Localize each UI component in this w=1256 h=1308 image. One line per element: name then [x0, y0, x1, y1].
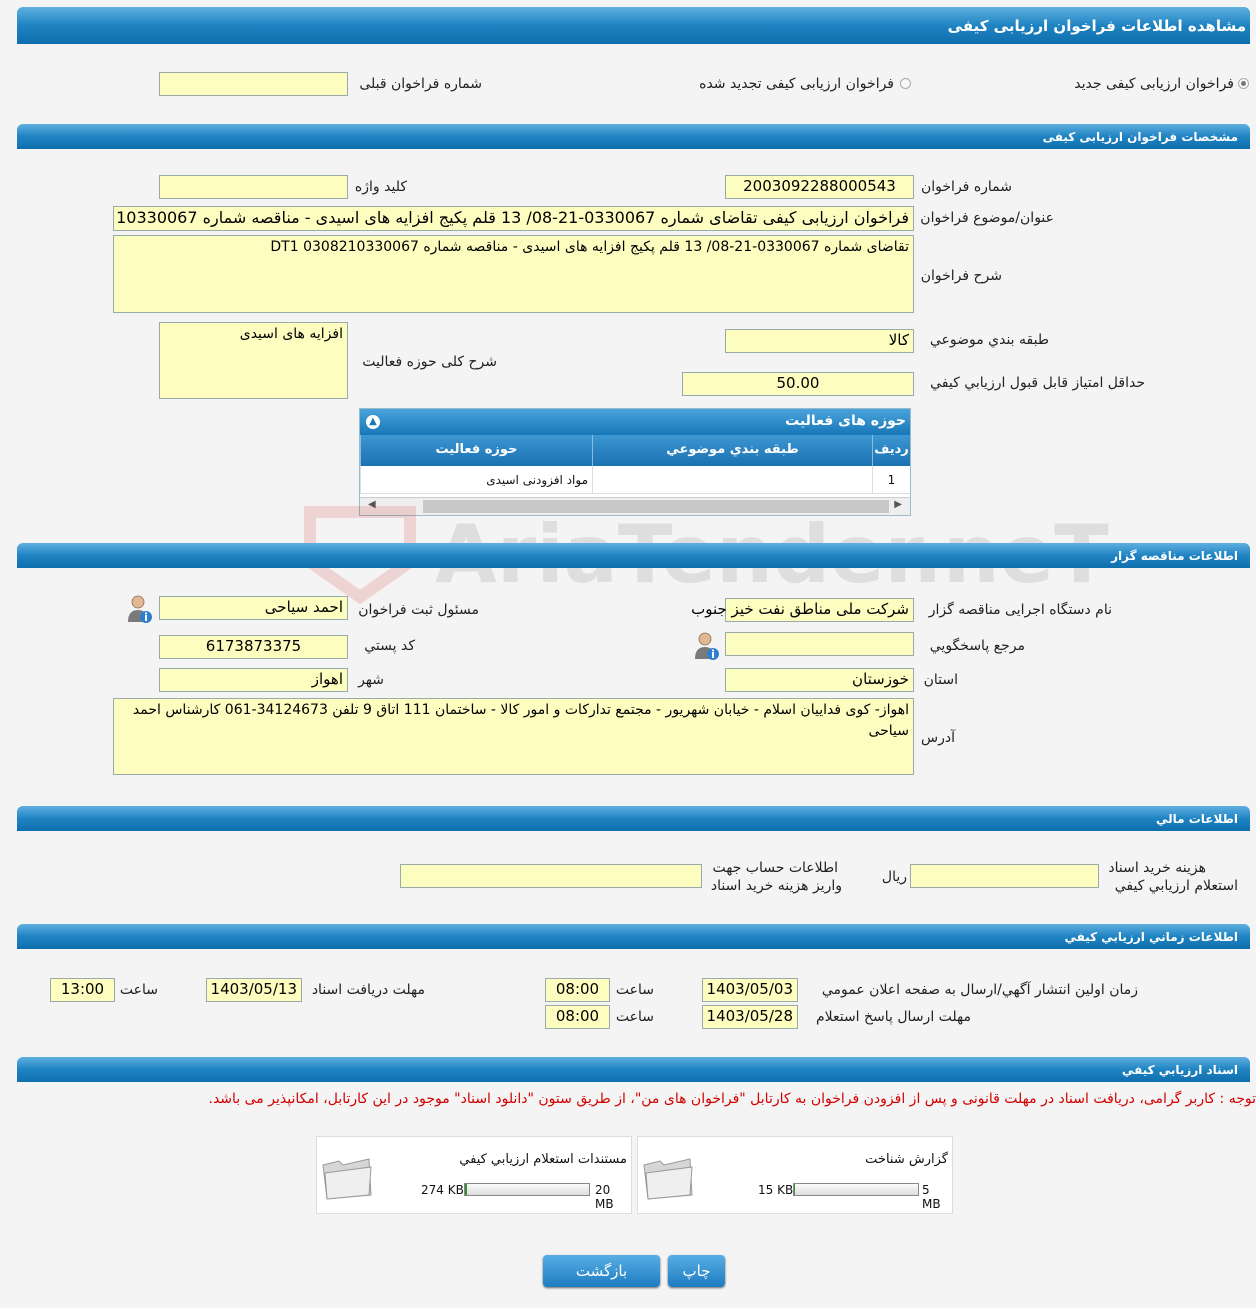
call-number-label: شماره فراخوان [921, 179, 1012, 195]
city-label: شهر [358, 672, 384, 688]
reference-label: مرجع پاسخگويي [929, 638, 1025, 654]
org-label: نام دستگاه اجرایی مناقصه گزار [928, 602, 1112, 618]
subject-label: عنوان/موضوع فراخوان [920, 210, 1054, 226]
collapse-icon[interactable]: ▲ [366, 415, 380, 429]
doc-fee-label-2: استعلام ارزيابي کيفي [1114, 878, 1238, 894]
doc-fee-label: هزینه خرید اسناد [1108, 860, 1206, 876]
folder-icon [640, 1151, 696, 1201]
document-size: 15 KB [758, 1183, 794, 1197]
document-max-size: 20 MB [595, 1183, 614, 1211]
document-progress-fill [794, 1184, 795, 1195]
province-field[interactable]: خوزستان [725, 668, 914, 692]
document-card[interactable] [316, 1136, 632, 1214]
postal-code-label: کد پستي [364, 638, 415, 654]
document-title: گزارش شناخت [865, 1152, 948, 1167]
radio-renewed-call-label: فراخوان ارزیابی کیفی تجدید شده [699, 76, 894, 92]
publish-time-field[interactable]: 08:00 [545, 978, 610, 1002]
document-progress-fill [465, 1184, 467, 1195]
grid-cell-row-number: 1 [872, 466, 910, 494]
min-score-field[interactable]: 50.00 [682, 372, 914, 396]
document-max-size: 5 MB [922, 1183, 941, 1211]
publish-date-field[interactable]: 1403/05/03 [702, 978, 798, 1002]
print-button[interactable]: چاپ [668, 1255, 725, 1287]
keyword-label: کلید واژه [354, 179, 407, 195]
finance-section-header: اطلاعات مالي [17, 806, 1250, 831]
min-score-label: حداقل امتياز قابل قبول ارزيابي كيفي [930, 375, 1145, 391]
previous-number-label: شماره فراخوان قبلی [359, 76, 482, 92]
account-info-label: اطلاعات حساب جهت [712, 860, 838, 876]
back-button[interactable]: بازگشت [543, 1255, 660, 1287]
response-time-label: ساعت [615, 1009, 654, 1025]
activity-grid-title [360, 409, 910, 435]
radio-renewed-call[interactable] [900, 78, 911, 89]
subject-field[interactable]: فراخوان ارزیابی کیفی تقاضای شماره 0330067-21-08/ 13 قلم پکیج افزایه های اسیدی - مناقصه شماره 10330067 [113, 206, 914, 231]
grid-cell-field: مواد افزودنی اسیدی [360, 466, 592, 494]
scroll-right-icon[interactable]: ▶ [894, 499, 902, 510]
address-field[interactable]: اهواز- کوی فداییان اسلام - خیابان شهریور - مجتمع تدارکات و امور کالا - ساختمان 111 اتاق 9 تلفن 34124673-061 کارشناس احمد سیاحی [113, 698, 914, 775]
province-label: استان [923, 672, 958, 688]
reference-field[interactable] [725, 632, 914, 656]
responsible-field[interactable]: احمد سیاحی [159, 596, 348, 620]
page-title: مشاهده اطلاعات فراخوان ارزیابی کیفی [17, 7, 1250, 44]
document-progress [464, 1183, 590, 1196]
address-label: آدرس [921, 730, 955, 746]
receive-time-label: ساعت [119, 982, 158, 998]
grid-header-row-number[interactable]: رديف [872, 435, 910, 466]
tenderer-section-header: اطلاعات مناقصه گزار [17, 543, 1250, 568]
description-field[interactable]: تقاضای شماره 0330067-21-08/ 13 قلم پکیج افزایه های اسیدی - مناقصه شماره 0308210330067 DT1 [113, 235, 914, 313]
response-time-field[interactable]: 08:00 [545, 1005, 610, 1029]
receive-time-field[interactable]: 13:00 [50, 978, 115, 1002]
account-info-field[interactable] [400, 864, 702, 888]
specs-section-header: مشخصات فراخوان ارزیابی کیفی [17, 124, 1250, 149]
reference-user-icon[interactable] [692, 631, 720, 661]
postal-code-field[interactable]: 6173873375 [159, 635, 348, 659]
timing-section-header: اطلاعات زماني ارزيابي کيفي [17, 924, 1250, 949]
category-field[interactable]: كالا [725, 329, 914, 353]
response-date-field[interactable]: 1403/05/28 [702, 1005, 798, 1029]
account-info-label-2: واریز هزینه خرید اسناد [710, 878, 842, 894]
description-label: شرح فراخوان [920, 268, 1002, 284]
receive-docs-label: مهلت دریافت اسناد [311, 982, 425, 998]
grid-header-category[interactable]: طبقه بندي موضوعي [592, 435, 872, 466]
document-title: مستندات استعلام ارزيابي کيفي [459, 1152, 627, 1167]
activity-desc-field[interactable]: افزایه های اسیدی [159, 322, 348, 399]
response-label: مهلت ارسال پاسخ استعلام [815, 1009, 971, 1025]
currency-label: ريال [881, 869, 907, 885]
scroll-left-icon[interactable]: ◀ [368, 499, 376, 510]
activity-grid-title-text: حوزه های فعالیت [785, 413, 906, 429]
publish-time-label: ساعت [615, 982, 654, 998]
document-progress [793, 1183, 919, 1196]
activity-grid [359, 408, 911, 516]
previous-number-field[interactable] [159, 72, 348, 96]
call-number-field[interactable]: 2003092288000543 [725, 175, 914, 199]
grid-header-field[interactable]: حوزه فعالیت [360, 435, 592, 466]
grid-cell-category [592, 466, 872, 494]
folder-icon [319, 1151, 375, 1201]
receive-docs-date-field[interactable]: 1403/05/13 [206, 978, 302, 1002]
category-label: طبقه بندي موضوعي [929, 332, 1049, 348]
doc-fee-field[interactable] [910, 864, 1099, 888]
radio-new-call-label: فراخوان ارزیابی کیفی جدید [1074, 76, 1234, 92]
activity-desc-label: شرح کلی حوزه فعالیت [362, 354, 497, 370]
publish-label: زمان اولين انتشار آگهي/ارسال به صفحه اعلان عمومي [821, 982, 1138, 998]
radio-new-call[interactable] [1238, 78, 1249, 89]
document-size: 274 KB [421, 1183, 464, 1197]
document-card[interactable] [637, 1136, 953, 1214]
user-info-icon[interactable] [125, 594, 153, 624]
documents-section-header: اسناد ارزيابي کيفي [17, 1057, 1250, 1082]
keyword-field[interactable] [159, 175, 348, 199]
city-field[interactable]: اهواز [159, 668, 348, 692]
responsible-label: مسئول ثبت فراخوان [358, 602, 479, 618]
documents-note: توجه : کاربر گرامی، دریافت اسناد در مهلت قانونی و پس از افزودن فراخوان به کارتابل "فراخوان های من"، از طریق ستون "دانلود اسناد" موجود در این کارتابل، امکانپذیر می باشد. [208, 1091, 1256, 1107]
org-field[interactable]: شرکت ملی مناطق نفت خیز جنوب [725, 598, 914, 622]
